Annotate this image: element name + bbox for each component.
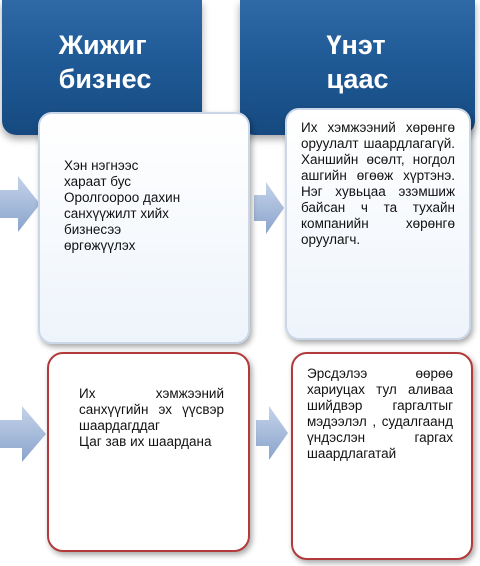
arrow-right-icon (256, 406, 288, 460)
arrow-right-icon (0, 406, 46, 462)
card-securities-disadvantages-text: Эрсдэлээ өөрөө хариуцах тул аливаа шийдвэр гаргалтыг мэдээлэл , судалгаанд үндэслэн гаргах шаардлагатай (307, 366, 453, 461)
card-small-business-disadvantages-text: Их хэмжээний санхүүгийн эх үүсвэр шаардагддаг Цаг зав их шаардана (79, 386, 224, 449)
card-small-business-advantages (38, 112, 250, 344)
header-securities-title: Үнэт цаас (326, 30, 389, 94)
header-small-business-title: Жижиг бизнес (58, 30, 152, 94)
card-securities-disadvantages (291, 352, 473, 560)
card-securities-advantages-text: Их хэмжээний хөрөнгө оруулалт шаардлагагүй. Ханшийн өсөлт, ногдол ашгийн өгөөж хүртэнэ. Нэг хувьцаа эзэмшиж байсан ч та тухайн компанийн хөрөнгө оруулагч. (301, 120, 455, 247)
card-small-business-disadvantages (47, 352, 250, 552)
card-securities-advantages (285, 108, 471, 340)
arrow-right-icon (254, 182, 284, 234)
arrow-right-icon (0, 176, 40, 232)
card-small-business-advantages-text: Хэн нэгнээс хараат бус Оролгоороо дахин санхүүжилт хийх бизнесээ өргөжүүлэх (64, 158, 181, 253)
